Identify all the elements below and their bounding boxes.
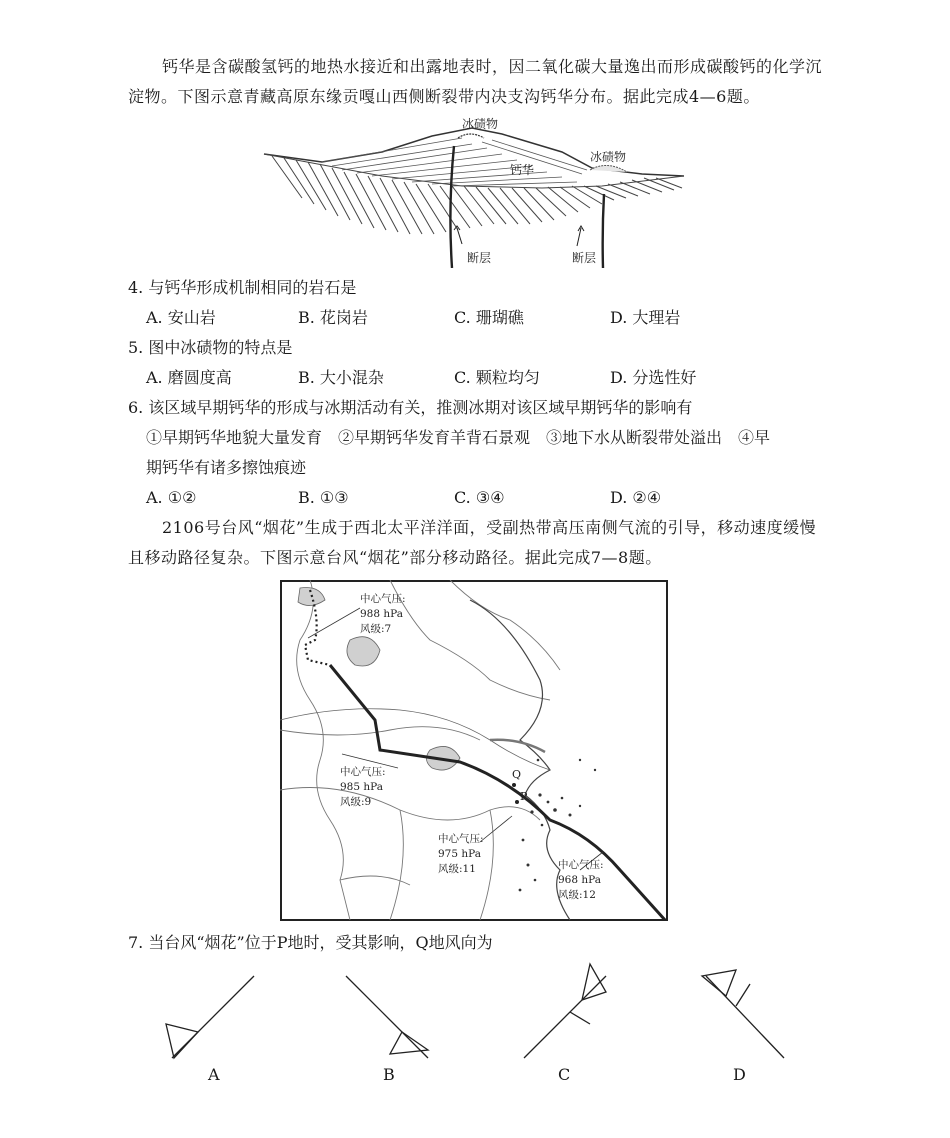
- question-5-option-a[interactable]: A. 磨圆度高: [146, 368, 232, 387]
- question-4-option-b[interactable]: B. 花岗岩: [298, 308, 368, 327]
- question-6-statements-line1: ①早期钙华地貌大量发育 ②早期钙华发育羊背石景观 ③地下水从断裂带处溢出 ④早: [146, 428, 771, 447]
- label-moraine-right: 冰碛物: [590, 150, 627, 164]
- label-fault-left: 断层: [467, 251, 492, 265]
- question-6-statements-line2: 期钙华有诸多擦蚀痕迹: [146, 458, 307, 477]
- bedrock-strata: [272, 156, 682, 234]
- question-4-option-a[interactable]: A. 安山岩: [146, 308, 216, 327]
- fault-left: [450, 146, 454, 268]
- moraine-right-deposit: [590, 165, 627, 172]
- svg-text:中心气压:: 中心气压:: [340, 766, 386, 778]
- question-7-stem: 7. 当台风“烟花”位于P地时，受其影响，Q地风向为: [128, 933, 493, 952]
- svg-text:985 hPa: 985 hPa: [340, 781, 383, 793]
- point-q-dot: [512, 783, 516, 787]
- svg-text:988 hPa: 988 hPa: [360, 608, 403, 620]
- label-fault-right: 断层: [572, 251, 597, 265]
- wind-symbol-c: [524, 964, 606, 1058]
- wind-symbol-b: [346, 976, 428, 1058]
- svg-text:风级:9: 风级:9: [340, 796, 372, 808]
- intro-text-2: 2106号台风“烟花”生成于西北太平洋洋面，受副热带高压南侧气流的引导，移动速度缓慢且移动路径复杂。下图示意台风“烟花”部分移动路径。据此完成7—8题。: [128, 518, 817, 567]
- question-5-option-c[interactable]: C. 颗粒均匀: [454, 368, 540, 387]
- point-q-label: Q: [512, 768, 522, 781]
- intro-text-1: 钙华是含碳酸氢钙的地热水接近和出露地表时，因二氧化碳大量逸出而形成碳酸钙的化学沉淀物。下图示意青藏高原东缘贡嘎山西侧断裂带内决支沟钙华分布。据此完成4—6题。: [128, 57, 823, 106]
- intro-paragraph-2: [128, 513, 828, 573]
- svg-text:975 hPa: 975 hPa: [438, 848, 481, 860]
- question-6-stem: 6. 该区域早期钙华的形成与冰期活动有关，推测冰期对该区域早期钙华的影响有: [128, 398, 693, 417]
- question-6-option-a[interactable]: A. ①②: [146, 488, 197, 507]
- fault-right: [603, 194, 604, 268]
- point-p-label: P: [520, 790, 528, 803]
- question-5-option-d[interactable]: D. 分选性好: [610, 368, 697, 387]
- label-moraine-top: 冰碛物: [462, 117, 499, 131]
- wind-symbol-d: [702, 970, 784, 1058]
- question-6-option-b[interactable]: B. ①③: [298, 488, 349, 507]
- travertine-cross-section-figure: [262, 116, 686, 268]
- question-5-option-b[interactable]: B. 大小混杂: [298, 368, 384, 387]
- wind-symbols: [150, 960, 810, 1064]
- question-4-stem: 4. 与钙华形成机制相同的岩石是: [128, 278, 357, 297]
- wind-symbol-a: [166, 976, 254, 1058]
- question-6-option-c[interactable]: C. ③④: [454, 488, 505, 507]
- svg-text:风级:12: 风级:12: [558, 889, 596, 901]
- arrow-left: [457, 228, 462, 244]
- svg-text:风级:11: 风级:11: [438, 863, 476, 875]
- question-6-option-d[interactable]: D. ②④: [610, 488, 662, 507]
- wind-option-b-label[interactable]: B: [383, 1065, 395, 1084]
- svg-text:中心气压:: 中心气压:: [360, 593, 406, 605]
- wind-option-c-label[interactable]: C: [558, 1065, 571, 1084]
- question-5-stem: 5. 图中冰碛物的特点是: [128, 338, 293, 357]
- typhoon-track-map: [280, 580, 668, 921]
- travertine-layers: [322, 138, 587, 186]
- moraine-top-deposit: [458, 134, 484, 138]
- svg-text:中心气压:: 中心气压:: [558, 859, 604, 871]
- svg-text:中心气压:: 中心气压:: [438, 833, 484, 845]
- question-4-option-c[interactable]: C. 珊瑚礁: [454, 308, 524, 327]
- wind-option-d-label[interactable]: D: [733, 1065, 746, 1084]
- label-travertine: 钙华: [510, 163, 535, 177]
- question-4-option-d[interactable]: D. 大理岩: [610, 308, 681, 327]
- svg-text:风级:7: 风级:7: [360, 623, 392, 635]
- point-p-dot: [515, 800, 519, 804]
- wind-option-a-label[interactable]: A: [208, 1065, 220, 1084]
- svg-text:968 hPa: 968 hPa: [558, 874, 601, 886]
- intro-paragraph-1: [128, 52, 828, 112]
